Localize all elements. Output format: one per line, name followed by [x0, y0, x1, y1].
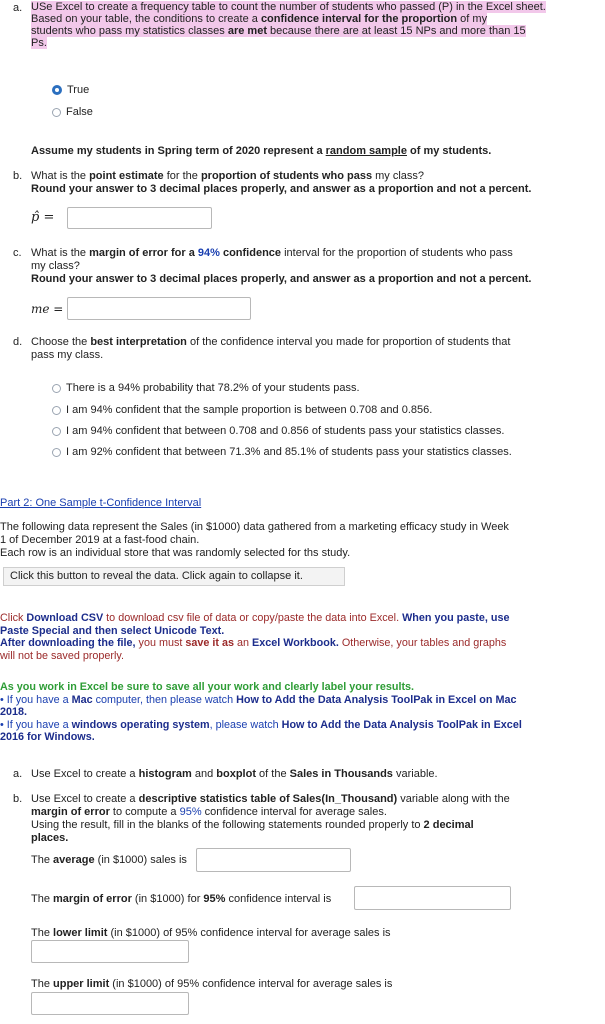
question-a-line3-post: because there are at least 15 NPs and more than 15	[267, 25, 526, 37]
upper-limit-input[interactable]	[31, 992, 189, 1015]
upper-limit-label: The upper limit (in $1000) of 95% confidence interval for average sales is	[31, 978, 393, 990]
question-a-line4: Ps.	[31, 37, 47, 49]
mac-toolpak-link[interactable]: How to Add the Data Analysis ToolPak in Excel on Mac	[236, 693, 517, 706]
question-c-round-instruction: Round your answer to 3 decimal places properly, and answer as a proportion and not a percent.	[31, 273, 532, 285]
interpretation-option-4[interactable]: I am 92% confident that between 71.3% and 85.1% of students pass your statistics classes.	[52, 446, 512, 458]
question-d-text: Choose the best interpretation of the confidence interval you made for proportion of students that pass my class.	[31, 336, 511, 361]
part2-description: The following data represent the Sales (in $1000) data gathered from a marketing efficacy study in Week 1 of December 2019 at a fast-food chain. Each row is an individual store that was randomly selected for ths study.	[0, 521, 509, 559]
excel-guidance: As you work in Excel be sure to save all your work and clearly label your results. • If you have a Mac computer, then please watch How to Add the Data Analysis ToolPak in Excel on Mac 2018. • If you have a windows operating system, please watch How to Add the Data Analysis ToolPak in Excel 2016 for Windows.	[0, 681, 522, 743]
option-true[interactable]	[52, 84, 89, 96]
question-a-line1: USe Excel to create a frequency table to count the number of students who passed (P) in the Excel sheet.	[31, 1, 546, 13]
option-false-label: False	[66, 106, 93, 118]
question-a-text	[31, 1, 553, 49]
part2-a-letter: a.	[13, 768, 23, 780]
assume-statement: Assume my students in Spring term of 2020 represent a random sample of my students.	[31, 145, 492, 157]
radio-icon[interactable]	[52, 448, 61, 457]
part2-b-letter: b.	[13, 793, 23, 805]
p-hat-symbol: p̂ =	[31, 210, 55, 225]
option-false[interactable]	[52, 106, 93, 118]
lower-limit-input[interactable]	[31, 940, 189, 963]
question-d-letter: d.	[13, 336, 23, 348]
question-a-line3-bold: are met	[227, 25, 267, 37]
radio-selected-icon[interactable]	[52, 85, 62, 95]
question-c-text: What is the margin of error for a 94% confidence interval for the proportion of students who pass my class? Round your answer to 3 decimal places properly, and answer as a proportion and not a percent.	[31, 247, 532, 285]
question-c-letter: c.	[13, 247, 22, 259]
question-b-text: What is the point estimate for the proportion of students who pass my class? Round your answer to 3 decimal places properly, and answer as a proportion and not a percent.	[31, 170, 532, 195]
interpretation-option-1[interactable]: There is a 94% probability that 78.2% of your students pass.	[52, 382, 360, 394]
radio-icon[interactable]	[52, 384, 61, 393]
download-instructions: Click Download CSV to download csv file of data or copy/paste the data into Excel. When you paste, use Paste Special and then select Unicode Text. After downloading the file, you must save it as an Excel Workbook. Otherwise, your tables and graphs will not be saved properly.	[0, 612, 510, 662]
windows-toolpak-link[interactable]: How to Add the Data Analysis ToolPak in Excel	[281, 718, 522, 731]
question-b-letter: b.	[13, 170, 23, 182]
radio-icon[interactable]	[52, 108, 61, 117]
me-symbol: me =	[31, 302, 64, 316]
lower-limit-label: The lower limit (in $1000) of 95% confidence interval for average sales is	[31, 927, 391, 939]
question-a-line2-post: of my	[457, 13, 488, 25]
interpretation-option-2[interactable]: I am 94% confident that the sample proportion is between 0.708 and 0.856.	[52, 404, 432, 416]
part2-b-text: Use Excel to create a descriptive statistics table of Sales(In_Thousand) variable along with the margin of error to compute a 95% confidence interval for average sales. Using the result, fill in the blanks of the following statements rounded properly to 2 decimal places.	[31, 793, 510, 844]
question-a-line3-pre: students who pass my statistics classes	[31, 25, 228, 37]
radio-icon[interactable]	[52, 406, 61, 415]
question-b-round-instruction: Round your answer to 3 decimal places properly, and answer as a proportion and not a percent.	[31, 183, 532, 195]
margin-of-error-label: The margin of error (in $1000) for 95% confidence interval is	[31, 893, 332, 905]
option-true-label: True	[67, 84, 90, 96]
download-csv-text: Download CSV	[26, 612, 104, 624]
margin-of-error-input[interactable]	[67, 297, 251, 320]
sales-margin-of-error-input[interactable]	[354, 886, 511, 910]
interpretation-option-3[interactable]: I am 94% confident that between 0.708 and 0.856 of students pass your statistics classes.	[52, 425, 504, 437]
average-label: The average (in $1000) sales is	[31, 854, 187, 866]
part2-heading-link[interactable]: Part 2: One Sample t-Confidence Interval	[0, 497, 202, 509]
p-hat-input[interactable]	[67, 207, 212, 229]
average-input[interactable]	[196, 848, 351, 872]
radio-icon[interactable]	[52, 427, 61, 436]
reveal-data-button[interactable]: Click this button to reveal the data. Click again to collapse it.	[3, 567, 345, 586]
question-a-letter: a.	[13, 2, 23, 14]
random-sample-link[interactable]: random sample	[325, 145, 407, 157]
part2-a-text: Use Excel to create a histogram and boxplot of the Sales in Thousands variable.	[31, 768, 438, 780]
question-a-line2-bold: confidence interval for the proportion	[260, 13, 458, 25]
question-a-line2-pre: Based on your table, the conditions to create a	[31, 13, 261, 25]
